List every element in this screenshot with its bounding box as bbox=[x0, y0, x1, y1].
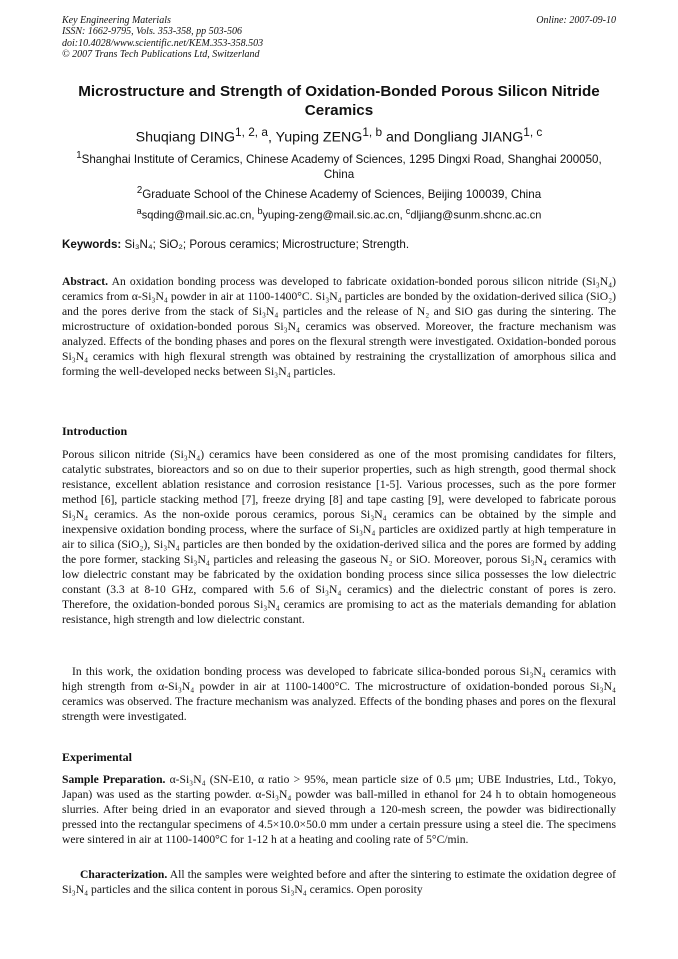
keywords-text: Si₃N₄; SiO₂; Porous ceramics; Microstructure; Strength. bbox=[124, 238, 410, 251]
issn-line: ISSN: 1662-9795, Vols. 353-358, pp 503-506 bbox=[62, 26, 242, 38]
email-list bbox=[62, 204, 616, 223]
affiliation-mark: 2 bbox=[136, 185, 143, 196]
author-affiliation-mark: 1, b bbox=[362, 125, 383, 139]
journal-header bbox=[62, 15, 263, 61]
email-mark: a bbox=[136, 206, 142, 216]
affiliation-text: Shanghai Institute of Ceramics, Chinese Academy of Sciences, 1295 Dingxi Road, Shanghai 200050, China bbox=[81, 152, 602, 181]
author-separator: , bbox=[267, 129, 276, 146]
experimental-heading: Experimental bbox=[62, 750, 132, 764]
characterization-text: All the samples were weighted before and after the sintering to estimate the oxidation degree of Si₃N₄ particles and the silica content in porous Si₃N₄ ceramics. Open porosity bbox=[62, 868, 616, 896]
author-affiliation-mark: 1, c bbox=[523, 125, 543, 139]
abstract-text: An oxidation bonding process was developed to fabricate oxidation-bonded porous silicon nitride (Si₃N₄) ceramics from α-Si₃N₄ powder in air at 1100-1400°C. Si₃N₄ particles are bonded by the oxidation-derived silica (SiO₂) and the pores derive from the stack of Si₃N₄ particles and the release of N₂ and SiO gas during the sintering. The microstructure of oxidation-bonded porous Si₃N₄ ceramics was observed. Moreover, the fracture mechanism was analyzed. Effects of the bonding phases and pores on the flexural strength were investigated. Oxidation-bonded porous Si₃N₄ ceramics with high flexural strength was obtained by restraining the crystallization of amorphous silica and forming the well-developed necks between Si₃N₄ particles. bbox=[62, 275, 617, 378]
characterization-label: Characterization. bbox=[80, 868, 168, 881]
introduction-heading: Introduction bbox=[62, 424, 128, 438]
author-name: Dongliang JIANG bbox=[413, 129, 524, 146]
journal-name: Key Engineering Materials bbox=[62, 15, 171, 26]
sample-preparation-label: Sample Preparation. bbox=[62, 773, 166, 786]
characterization-paragraph bbox=[62, 867, 616, 897]
affiliation-2 bbox=[62, 183, 616, 202]
author-affiliation-mark: 1, 2, a bbox=[235, 125, 268, 139]
doi-line: doi:10.4028/www.scientific.net/KEM.353-358.503 bbox=[62, 37, 264, 49]
email-address: dljiang@sunm.shcnc.ac.cn bbox=[410, 209, 542, 222]
introduction-paragraph: Porous silicon nitride (Si₃N₄) ceramics have been considered as one of the most promising candidates for filters, catalytic substrates, bioreactors and so on due to their superior properties, such as high strength, good thermal shock resistance, excellent ablation resistance and corrosion resistance [1-5]. Various processes, such as the pore former method [6], particle stacking method [7], freeze drying [8] and tape casting [9], were developed to fabricate porous Si₃N₄ ceramics. As the non-oxide porous ceramics, porous Si₃N₄ ceramics can be obtained by the simple and inexpensive oxidation bonding process, where the surface of Si₃N₄ particles are oxidized partly at high temperature in air to silica (SiO₂), Si₃N₄ particles are then bonded by the oxidation-derived silica and the pores are formed by adding the pore former, stacking Si₃N₄ particles and releasing the gaseous N₂ or SiO. Moreover, porous Si₃N₄ ceramics with low dielectric constant may be fabricated by the oxidation bonding process since silica possesses the low dielectric constant (3.3 at 8-10 GHz, compared with 5.6 of Si₃N₄ ceramics) and the dielectric constant of pores is zero. Therefore, the oxidation-bonded porous Si₃N₄ ceramics are promising to act as the materials demanding for ablation resistance, high strength and low dielectric constant. bbox=[62, 448, 616, 626]
affiliation-1 bbox=[62, 148, 616, 182]
author-name: Shuqiang DING bbox=[135, 129, 236, 146]
abstract-paragraph bbox=[62, 274, 616, 379]
affiliation-text: Graduate School of the Chinese Academy of Sciences, Beijing 100039, China bbox=[142, 187, 542, 201]
paper-title: Microstructure and Strength of Oxidation-Bonded Porous Silicon Nitride Ceramics bbox=[78, 83, 600, 119]
sample-preparation-text: α-Si₃N₄ (SN-E10, α ratio > 95%, mean particle size of 0.5 μm; UBE Industries, Ltd., Tokyo, Japan) was used as the starting powder. α-Si₃N₄ powder was ball-milled in ethanol for 24 h to obtain homogeneous slurries. After being dried in an evaporator and sieved through a 120-mesh screen, the powder was bidirectionally pressed into the rectangular specimens of 4.5×10.0×50.0 mm under a certain pressure using a steel die. The specimens were sintered in air at 1100-1400°C for 1-12 h at a heating and cooling rate of 5°C/min. bbox=[62, 773, 616, 846]
email-address: sqding@mail.sic.ac.cn, bbox=[141, 209, 258, 222]
author-list bbox=[62, 123, 616, 147]
online-date: Online: 2007-09-10 bbox=[536, 15, 616, 26]
author-separator: and bbox=[382, 129, 414, 146]
keywords-label: Keywords: bbox=[62, 238, 122, 251]
sample-preparation-paragraph bbox=[62, 772, 616, 847]
keywords-line bbox=[62, 238, 409, 251]
email-mark: c bbox=[405, 206, 411, 216]
abstract-label: Abstract. bbox=[62, 275, 109, 288]
email-address: yuping-zeng@mail.sic.ac.cn, bbox=[262, 209, 406, 222]
introduction-paragraph: In this work, the oxidation bonding process was developed to fabricate silica-bonded porous Si₃N₄ ceramics with high strength from α-Si₃N₄ powder in air at 1100-1400°C. The microstructure of oxidation-bonded porous Si₃N₄ ceramics was observed. The fracture mechanism was analyzed. Effects of the bonding phases and pores on the flexural strength were investigated. bbox=[62, 665, 616, 723]
copyright-line: © 2007 Trans Tech Publications Ltd, Switzerland bbox=[62, 49, 260, 61]
author-name: Yuping ZENG bbox=[275, 129, 363, 146]
email-mark: b bbox=[257, 206, 263, 216]
affiliation-mark: 1 bbox=[76, 150, 82, 161]
